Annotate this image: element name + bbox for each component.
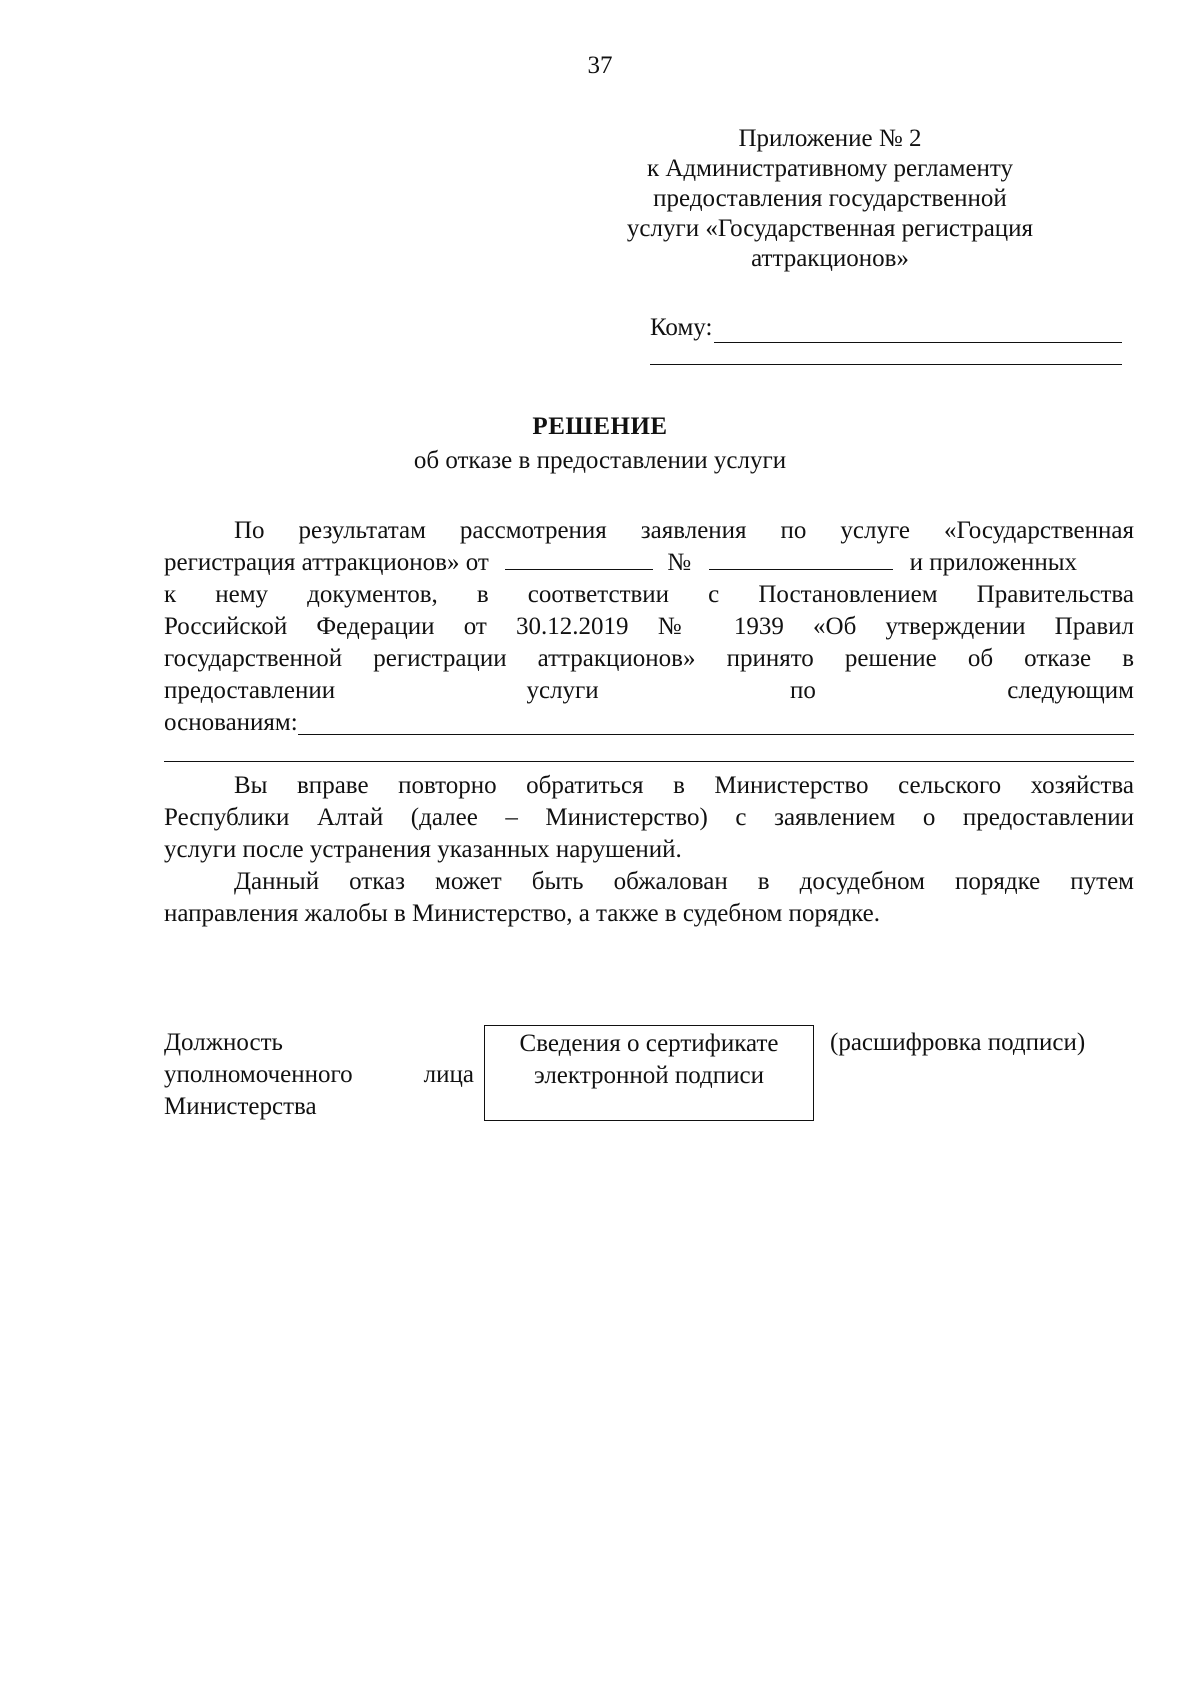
recipient-blank-line-2 bbox=[650, 363, 1122, 365]
certificate-box bbox=[484, 1025, 814, 1121]
grounds-row bbox=[164, 707, 1134, 739]
recipient-row bbox=[650, 313, 1122, 343]
signer-position-line: уполномоченного лица bbox=[164, 1061, 474, 1088]
certificate-line: электронной подписи bbox=[534, 1062, 764, 1089]
signature-decryption: (расшифровка подписи) bbox=[830, 1029, 1086, 1056]
paragraph-text: регистрация аттракционов» от bbox=[164, 549, 489, 576]
signer-position bbox=[164, 1027, 474, 1123]
paragraph-line: Республики Алтай (далее – Министерство) с заявлением о предоставлении bbox=[164, 804, 1134, 831]
appendix-line: предоставления государственной bbox=[653, 185, 1007, 212]
appendix-line: к Административному регламенту bbox=[646, 155, 1014, 182]
paragraph-line: услуги после устранения указанных нарушений. bbox=[164, 836, 682, 863]
paragraph-line: к нему документов, в соответствии с Постановлением Правительства bbox=[164, 581, 1134, 608]
paragraph-line: государственной регистрации аттракционов» принято решение об отказе в bbox=[164, 645, 1134, 672]
page-number: 37 bbox=[587, 52, 613, 79]
paragraph-line: Вы вправе повторно обратиться в Министерство сельского хозяйства bbox=[234, 772, 1134, 799]
paragraph-line: По результатам рассмотрения заявления по услуге «Государственная bbox=[234, 517, 1134, 544]
document-subtitle: об отказе в предоставлении услуги bbox=[413, 447, 787, 474]
number-blank bbox=[709, 547, 893, 570]
paragraph-line: Российской Федерации от 30.12.2019 № 1939 «Об утверждении Правил bbox=[164, 613, 1134, 640]
document-body bbox=[164, 515, 1134, 930]
paragraph-line: направления жалобы в Министерство, а также в судебном порядке. bbox=[164, 900, 881, 927]
grounds-blank-line bbox=[298, 712, 1134, 735]
certificate-line: Сведения о сертификате bbox=[519, 1030, 779, 1057]
date-blank bbox=[505, 547, 653, 570]
signer-position-line: Министерства bbox=[164, 1093, 317, 1120]
grounds-label: основаниям: bbox=[164, 709, 298, 736]
paragraph-text: и приложенных bbox=[909, 549, 1077, 576]
paragraph-line-application bbox=[164, 547, 1134, 579]
grounds-blank-line-2 bbox=[164, 739, 1134, 762]
document-title: РЕШЕНИЕ bbox=[532, 413, 668, 440]
signer-position-line: Должность bbox=[164, 1029, 283, 1056]
paragraph-line: Данный отказ может быть обжалован в досудебном порядке путем bbox=[234, 868, 1134, 895]
appendix-line: аттракционов» bbox=[751, 245, 909, 272]
number-sign: № bbox=[667, 549, 692, 576]
appendix-header bbox=[600, 124, 1060, 274]
recipient-blank-line bbox=[714, 318, 1122, 343]
appendix-line: услуги «Государственная регистрация bbox=[626, 215, 1034, 242]
appendix-line: Приложение № 2 bbox=[738, 125, 922, 152]
recipient-label: Кому: bbox=[650, 314, 713, 341]
paragraph-line: предоставлении услуги по следующим bbox=[164, 677, 1134, 704]
recipient-block bbox=[650, 313, 1122, 365]
